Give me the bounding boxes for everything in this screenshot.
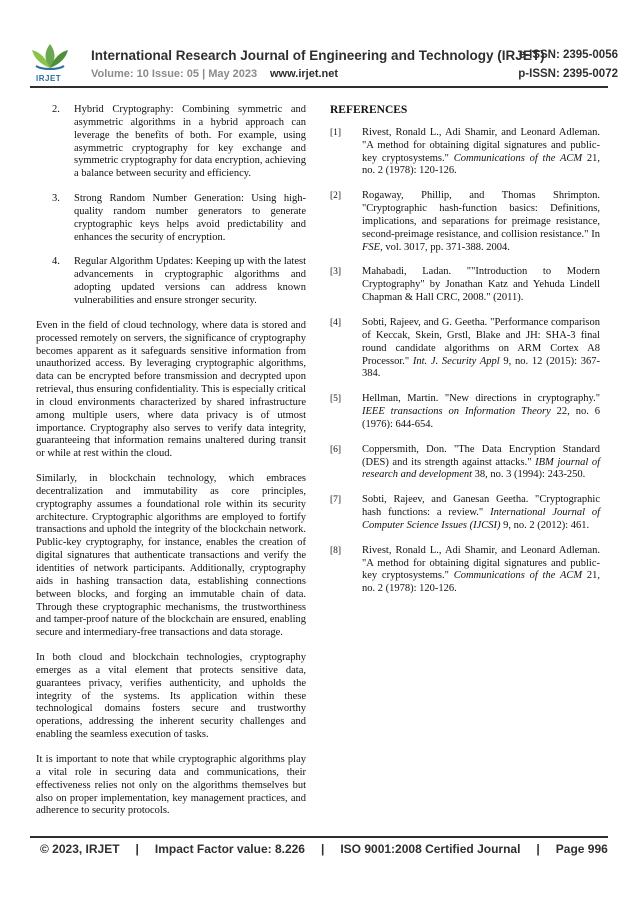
reference-details: , vol. 3017, pp. 371-388. 2004. bbox=[380, 241, 510, 253]
reference-number: [5] bbox=[330, 394, 342, 405]
footer-separator: | bbox=[320, 842, 325, 856]
reference-item bbox=[330, 393, 600, 432]
reference-text: Rogaway, Phillip, and Thomas Shrimpton. "Cryptographic hash-function basics: Definitions, implications, and separations for preimage resistance, second-preimage resistance, and collision resistance." In bbox=[362, 190, 600, 240]
list-number: 3. bbox=[52, 193, 60, 205]
eissn: e-ISSN: 2395-0056 bbox=[518, 49, 618, 61]
list-number: 2. bbox=[52, 104, 60, 115]
list-item bbox=[36, 104, 306, 181]
footer-divider bbox=[30, 836, 608, 838]
impact-factor: Impact Factor value: 8.226 bbox=[154, 842, 305, 856]
iso-certification: ISO 9001:2008 Certified Journal bbox=[340, 842, 521, 856]
reference-item bbox=[330, 494, 600, 533]
list-item bbox=[36, 193, 306, 244]
list-text: Regular Algorithm Updates: Keeping up with the latest advancements in cryptographic algorithms and adopting updated versions can address known vulnerabilities and ensure stronger security. bbox=[74, 256, 306, 306]
reference-journal: FSE bbox=[362, 241, 381, 253]
list-number: 4. bbox=[52, 256, 60, 268]
journal-title: International Research Journal of Engineering and Technology (IRJET) bbox=[91, 48, 545, 63]
reference-text: Mahabadi, Ladan. ""Introduction to Modern Cryptography" by Jonathan Katz and Yehuda Lindell Chapman & Hall CRC, 2008." (2011). bbox=[362, 266, 600, 304]
reference-text: Hellman, Martin. "New directions in cryptography." bbox=[362, 393, 600, 405]
reference-text: Sobti, Rajeev, and Ganesan Geetha. "Cryptographic hash functions: a review." bbox=[362, 494, 600, 519]
reference-text: Rivest, Ronald L., Adi Shamir, and Leonard Adleman. "A method for obtaining digital signatures and public-key cryptosystems." bbox=[362, 126, 600, 164]
reference-text: Coppersmith, Don. "The Data Encryption Standard (DES) and its strength against attacks." bbox=[362, 443, 600, 468]
reference-number: [2] bbox=[330, 191, 342, 202]
list-text: Hybrid Cryptography: Combining symmetric and asymmetric algorithms in a hybrid approach can leverage the benefits of both. For example, using asymmetric cryptography for key exchange and symmetric cryptography for data encryption, achieving a balance between security and efficiency. bbox=[74, 104, 306, 180]
references-heading: REFERENCES bbox=[330, 104, 408, 116]
paragraph-conclusion: It is important to note that while cryptographic algorithms play a vital role in securing data and communications, their effectiveness relies not only on the algorithms themselves but also on proper implementation, key management practices, and adherence to security protocols. bbox=[36, 753, 306, 817]
reference-journal: Int. J. Security Appl bbox=[412, 355, 500, 367]
reference-details: 21, no. 2 (1978): 120-126. bbox=[362, 152, 601, 177]
left-column bbox=[36, 104, 306, 830]
reference-item bbox=[330, 266, 600, 305]
footer-separator: | bbox=[536, 842, 540, 856]
reference-item bbox=[330, 444, 600, 483]
reference-number: [8] bbox=[330, 545, 342, 556]
reference-number: [4] bbox=[330, 317, 342, 328]
reference-item bbox=[330, 190, 600, 254]
reference-details: 9, no. 12 (2015): 367-384. bbox=[362, 355, 600, 380]
copyright: © 2023, IRJET bbox=[40, 842, 120, 856]
paragraph-blockchain: Similarly, in blockchain technology, which embraces decentralization and immutability as core principles, cryptography assumes a foundational role within its security architecture. Cryptographic algorithms are employed to fortify transactions and uphold the integrity of the blockchain network. Public-key cryptography, for instance, enables the creation of digital signatures that authenticate transactions and verify the identities of network participants. Additionally, cryptography aids in hashing transaction data, establishing connections between blocks, and forging an immutable chain of data. Through these cryptographic mechanisms, the trustworthiness and tamper-proof nature of the blockchain are ensured, enabling secure and intermediary-free transactions and data storage. bbox=[36, 473, 306, 639]
numbered-list bbox=[36, 104, 306, 308]
footer-separator: | bbox=[135, 842, 139, 856]
reference-number: [1] bbox=[330, 127, 342, 138]
reference-details: 9, no. 2 (2012): 461. bbox=[500, 519, 590, 531]
list-text: Strong Random Number Generation: Using high-quality random number generators to generate cryptographic keys helps avoid predictability and enhances the security of encryption. bbox=[74, 193, 306, 243]
references-column bbox=[330, 104, 600, 608]
reference-item bbox=[330, 127, 600, 178]
page-footer bbox=[40, 842, 608, 856]
reference-journal: Communications of the ACM bbox=[453, 152, 583, 164]
reference-number: [6] bbox=[330, 444, 342, 455]
paragraph-cloud: Even in the field of cloud technology, where data is stored and processed remotely on servers, the significance of cryptography becomes apparent as it safeguards sensitive information from unauthorized access. By leveraging cryptographic algorithms, data can be encrypted before transmission and decrypted upon retrieval, thus ensuring confidentiality. This is especially critical in cloud environments characterized by shared infrastructure among multiple users, where data privacy is of utmost importance. Cryptography also serves to verify data integrity, guaranteeing that information remains unaltered during transit or while at rest within the cloud. bbox=[36, 319, 306, 460]
reference-number: [7] bbox=[330, 495, 342, 506]
reference-item bbox=[330, 545, 600, 596]
reference-journal: International Journal of Computer Science Issues (IJCSI) bbox=[362, 507, 601, 531]
reference-details: 21, no. 2 (1978): 120-126. bbox=[362, 570, 601, 595]
volume-issue: Volume: 10 Issue: 05 | May 2023 bbox=[91, 68, 258, 80]
website-link[interactable]: www.irjet.net bbox=[270, 68, 339, 80]
reference-text: Sobti, Rajeev, and G. Geetha. "Performance comparison of Keccak, Skein, Grstl, Blake and JH: SHA-3 final round candidate algorithms on ARM Cortex A8 Processor." bbox=[362, 316, 600, 367]
page-number: Page 996 bbox=[555, 842, 608, 856]
reference-item bbox=[330, 317, 600, 381]
reference-details: 38, no. 3 (1994): 243-250. bbox=[472, 469, 586, 481]
logo-text: IRJET bbox=[36, 74, 62, 83]
reference-details: 22, no. 6 (1976): 644-654. bbox=[362, 406, 601, 430]
header-divider bbox=[30, 86, 608, 88]
reference-journal: IBM journal of research and development bbox=[362, 456, 600, 481]
page-header bbox=[0, 0, 638, 88]
pissn: p-ISSN: 2395-0072 bbox=[518, 68, 618, 80]
paragraph-both: In both cloud and blockchain technologies, cryptography emerges as a vital element that protects sensitive data, guarantees privacy, verifies authenticity, and upholds the integrity of the systems. Its application within these technological domains fosters secure and trustworthy operations, addressing the inherent security challenges and enabling the seamless execution of tasks. bbox=[36, 652, 306, 741]
reference-journal: Communications of the ACM bbox=[453, 570, 583, 582]
reference-number: [3] bbox=[330, 267, 342, 278]
reference-text: Rivest, Ronald L., Adi Shamir, and Leonard Adleman. "A method for obtaining digital signatures and public-key cryptosystems." bbox=[362, 544, 600, 582]
list-item bbox=[36, 256, 306, 307]
reference-journal: IEEE transactions on Information Theory bbox=[362, 406, 551, 418]
